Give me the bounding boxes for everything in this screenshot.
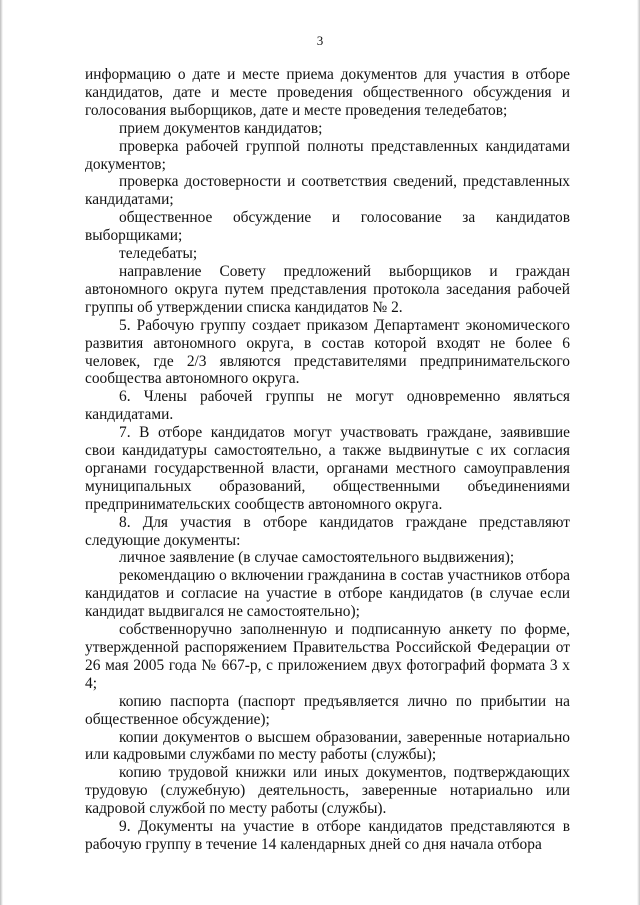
paragraph: 7. В отборе кандидатов могут участвовать граждане, заявившие свои кандидатуры самостоятельно, а также выдвинутые с их согласия органами государственной власти, органами местного самоуправления муниципальных образований, общественными объединениями предпринимательских сообществ автономного округа. <box>85 424 570 513</box>
document-body <box>85 66 570 854</box>
paragraph: проверка достоверности и соответствия сведений, представленных кандидатами; <box>85 173 570 209</box>
paragraph: 8. Для участия в отборе кандидатов граждане представляют следующие документы: <box>85 513 570 549</box>
paragraph: собственноручно заполненную и подписанную анкету по форме, утвержденной распоряжением Правительства Российской Федерации от 26 мая 2005 года № 667-р, с приложением двух фотографий формата 3 х 4; <box>85 621 570 692</box>
paragraph: информацию о дате и месте приема документов для участия в отборе кандидатов, дате и месте проведения общественного обсуждения и голосования выборщиков, дате и месте проведения теледебатов; <box>85 66 570 119</box>
paragraph: 6. Члены рабочей группы не могут одновременно являться кандидатами. <box>85 388 570 424</box>
paragraph: 9. Документы на участие в отборе кандидатов представляются в рабочую группу в течение 14 календарных дней со дня начала отбора <box>85 818 570 853</box>
paragraph: копию паспорта (паспорт предъявляется лично по прибытии на общественное обсуждение); <box>85 692 570 728</box>
paragraph: копию трудовой книжки или иных документов, подтверждающих трудовую (служебную) деятельность, заверенные нотариально или кадровой службой по месту работы (службы). <box>85 764 570 818</box>
paragraph: копии документов о высшем образовании, заверенные нотариально или кадровыми службами по месту работы (службы); <box>85 728 570 764</box>
paragraph: общественное обсуждение и голосование за кандидатов выборщиками; <box>85 209 570 245</box>
paragraph: теледебаты; <box>119 245 198 263</box>
paragraph: прием документов кандидатов; <box>119 119 323 137</box>
paragraph: направление Совету предложений выборщиков и граждан автономного округа путем представления протокола заседания рабочей группы об утверждении списка кандидатов № 2. <box>85 262 570 316</box>
paragraph: личное заявление (в случае самостоятельного выдвижения); <box>119 549 515 567</box>
scan-edge-left <box>0 0 3 905</box>
page-number: 3 <box>316 33 324 48</box>
paragraph: 5. Рабочую группу создает приказом Департамент экономического развития автономного округа, в состав которой входят не более 6 человек, где 2/3 являются представителями предпринимательского сообщества автономного округа. <box>85 316 570 388</box>
paragraph: проверка рабочей группой полноты представленных кандидатами документов; <box>85 137 570 173</box>
paragraph: рекомендацию о включении гражданина в состав участников отбора кандидатов и согласие на участие в отборе кандидатов (в случае если кандидат выдвигался не самостоятельно); <box>85 567 570 621</box>
